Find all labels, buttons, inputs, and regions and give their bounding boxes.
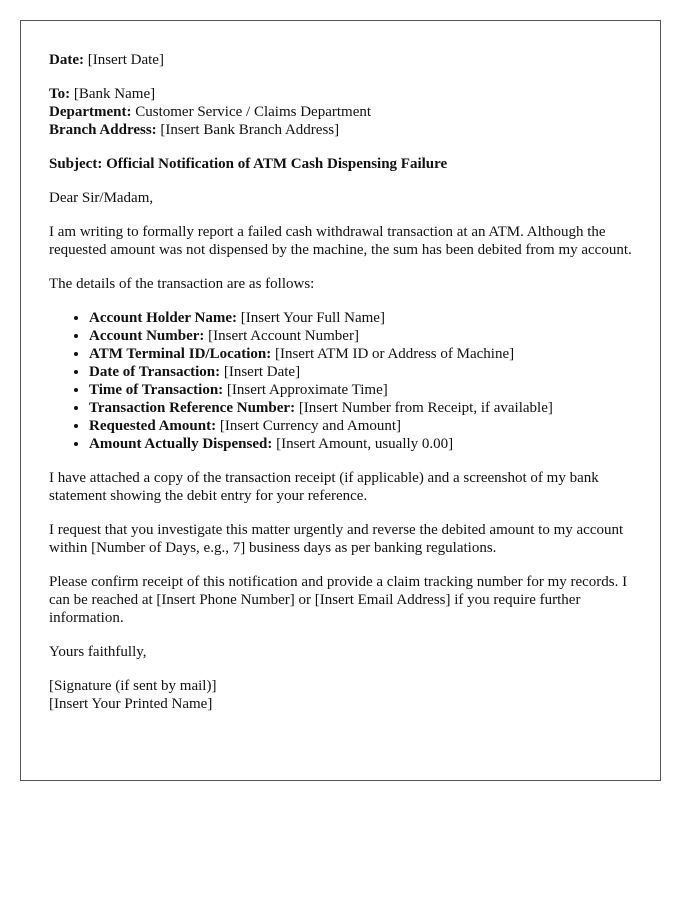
details-intro: The details of the transaction are as follows: bbox=[49, 276, 315, 292]
confirm-paragraph: Please confirm receipt of this notification and provide a claim tracking number for my records. I can be reached at [Insert Phone Number] or [Insert Email Address] if you require further information. bbox=[49, 574, 628, 626]
list-item bbox=[89, 309, 632, 327]
letter bbox=[20, 20, 661, 781]
intro-paragraph: I am writing to formally report a failed cash withdrawal transaction at an ATM. Although the requested amount was not dispensed by the machine, the sum has been debited from my account. bbox=[49, 224, 632, 258]
detail-label: Amount Actually Dispensed: bbox=[89, 436, 273, 452]
to-label: To: bbox=[49, 86, 71, 102]
department-value: Customer Service / Claims Department bbox=[135, 104, 372, 120]
detail-value: [Insert Date] bbox=[223, 364, 301, 380]
detail-label: Account Holder Name: bbox=[89, 310, 238, 326]
branch-label: Branch Address: bbox=[49, 122, 157, 138]
detail-value: [Insert Number from Receipt, if available] bbox=[298, 400, 553, 416]
detail-label: Time of Transaction: bbox=[89, 382, 224, 398]
printed-name: [Insert Your Printed Name] bbox=[49, 696, 213, 712]
detail-value: [Insert Amount, usually 0.00] bbox=[276, 436, 454, 452]
branch-value: [Insert Bank Branch Address] bbox=[160, 122, 340, 138]
request-paragraph: I request that you investigate this matter urgently and reverse the debited amount to my account within [Number of Days, e.g., 7] business days as per banking regulations. bbox=[49, 522, 624, 556]
detail-label: Transaction Reference Number: bbox=[89, 400, 296, 416]
detail-value: [Insert Currency and Amount] bbox=[219, 418, 402, 434]
department-label: Department: bbox=[49, 104, 132, 120]
list-item bbox=[89, 399, 632, 417]
attachments-paragraph: I have attached a copy of the transaction receipt (if applicable) and a screenshot of my bank statement showing the debit entry for your reference. bbox=[49, 470, 599, 504]
detail-value: [Insert Account Number] bbox=[208, 328, 359, 344]
list-item bbox=[89, 435, 632, 453]
detail-label: ATM Terminal ID/Location: bbox=[89, 346, 272, 362]
signature-block bbox=[49, 677, 632, 713]
closing: Yours faithfully, bbox=[49, 644, 147, 660]
signature: [Signature (if sent by mail)] bbox=[49, 678, 217, 694]
date-line bbox=[49, 51, 632, 69]
recipient-block bbox=[49, 85, 632, 139]
date-value: [Insert Date] bbox=[87, 52, 164, 68]
detail-value: [Insert ATM ID or Address of Machine] bbox=[274, 346, 515, 362]
detail-label: Date of Transaction: bbox=[89, 364, 221, 380]
list-item bbox=[89, 327, 632, 345]
detail-label: Account Number: bbox=[89, 328, 205, 344]
detail-label: Requested Amount: bbox=[89, 418, 217, 434]
list-item bbox=[89, 345, 632, 363]
list-item bbox=[89, 363, 632, 381]
details-list bbox=[49, 309, 632, 453]
detail-value: [Insert Your Full Name] bbox=[240, 310, 385, 326]
subject-line: Subject: Official Notification of ATM Cash Dispensing Failure bbox=[49, 156, 448, 172]
to-value: [Bank Name] bbox=[73, 86, 156, 102]
salutation: Dear Sir/Madam, bbox=[49, 190, 154, 206]
date-label: Date: bbox=[49, 52, 84, 68]
list-item bbox=[89, 417, 632, 435]
detail-value: [Insert Approximate Time] bbox=[226, 382, 388, 398]
list-item bbox=[89, 381, 632, 399]
